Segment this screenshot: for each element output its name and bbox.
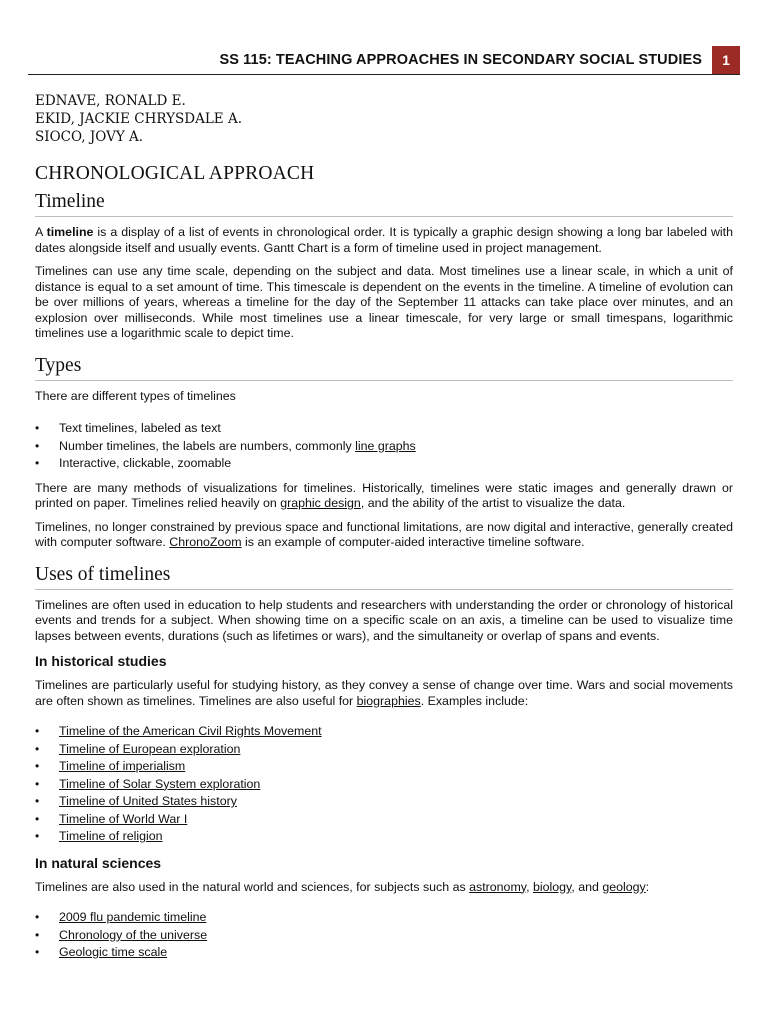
header-title: SS 115: TEACHING APPROACHES IN SECONDARY SOCIAL STUDIES — [219, 52, 702, 68]
page-number-badge: 1 — [712, 46, 740, 74]
link-geology[interactable]: geology — [602, 879, 646, 894]
author-name: EDNAVE, RONALD E. — [35, 93, 186, 109]
list-item — [35, 944, 733, 962]
link-timeline[interactable]: Timeline of World War I — [59, 811, 188, 826]
list-item — [35, 909, 733, 927]
document-body — [35, 92, 733, 962]
link-graphic-design[interactable]: graphic design — [280, 496, 361, 510]
list-item — [35, 741, 733, 759]
list-item — [35, 776, 733, 794]
link-timeline[interactable]: Timeline of religion — [59, 829, 163, 843]
link-timeline[interactable]: Timeline of United States history — [59, 794, 237, 808]
paragraph: There are different types of timelines — [35, 388, 236, 403]
link-flu-pandemic[interactable]: 2009 flu pandemic timeline — [59, 910, 207, 924]
link-chronology-universe[interactable]: Chronology of the universe — [59, 927, 208, 942]
bold-term: timeline — [46, 225, 94, 239]
paragraph: There are many methods of visualizations for timelines. Historically, timelines were static images and generally drawn or printed on paper. Timelines relied heavily on graphic design, and the ability of the artist to visualize the data. — [35, 480, 733, 510]
list-item: • Text timelines, labeled as text — [35, 420, 733, 438]
section-heading-types: Types — [35, 354, 733, 381]
paragraph: Timelines are particularly useful for studying history, as they convey a sense of change over time. Wars and social movements are often shown as timelines. Timelines are also useful for biographies. Examples include: — [35, 678, 733, 708]
list-item — [35, 828, 733, 846]
types-list — [35, 420, 733, 473]
author-name: EKID, JACKIE CHRYSDALE A. — [35, 111, 242, 127]
natural-links-list — [35, 909, 733, 962]
author-list — [35, 92, 733, 146]
subheading-historical: In historical studies — [35, 653, 167, 669]
link-timeline[interactable]: Timeline of Solar System exploration — [59, 776, 261, 791]
section-heading-timeline: Timeline — [35, 190, 733, 217]
list-item — [35, 811, 733, 829]
paragraph: Timelines, no longer constrained by previous space and functional limitations, are now digital and interactive, generally created with computer software. ChronoZoom is an example of computer-aided interactive timeline software. — [35, 519, 733, 549]
paragraph: Timelines are also used in the natural world and sciences, for subjects such as astronomy, biology, and geology: — [35, 879, 650, 894]
page-header — [28, 46, 740, 75]
paragraph: Timelines can use any time scale, depending on the subject and data. Most timelines use a linear scale, in which a unit of distance is equal to a set amount of time. This timescale is dependent on the events in the timeline. A timeline of evolution can be over millions of years, whereas a timeline for the day of the September 11 attacks can take place over minutes, and an explosion over milliseconds. While most timelines use a linear timescale, for very large or small timespans, logarithmic timelines use a logarithmic scale to depict time. — [35, 264, 733, 340]
paragraph: Timelines are often used in education to help students and researchers with understanding the order or chronology of historical events and trends for a subject. When showing time on a specific scale on an axis, a timeline can be used to visualize time lapses between events, durations (such as lifetimes or wars), and the simultaneity or overlap of spans and events. — [35, 597, 733, 643]
list-item — [35, 927, 733, 945]
list-item — [35, 723, 733, 741]
link-biographies[interactable]: biographies — [356, 693, 421, 708]
link-biology[interactable]: biology — [532, 879, 572, 894]
section-heading-uses: Uses of timelines — [35, 563, 733, 590]
link-line-graphs[interactable]: line graphs — [355, 438, 416, 453]
subheading-natural-sciences: In natural sciences — [35, 854, 162, 871]
historical-links-list — [35, 723, 733, 846]
list-item — [35, 758, 733, 776]
list-item — [35, 793, 733, 811]
link-astronomy[interactable]: astronomy — [469, 879, 527, 894]
author-name: SIOCO, JOVY A. — [35, 129, 144, 145]
paragraph: A timeline is a display of a list of events in chronological order. It is typically a graphic design showing a long bar labeled with dates alongside itself and usually events. Gantt Chart is a form of timeline used in project management. — [35, 225, 734, 255]
link-chronozoom[interactable]: ChronoZoom — [169, 535, 242, 549]
link-timeline[interactable]: Timeline of the American Civil Rights Movement — [59, 724, 322, 738]
list-item: • Number timelines, the labels are numbers, commonly line graphs — [35, 438, 733, 456]
link-timeline[interactable]: Timeline of European exploration — [59, 741, 241, 756]
link-geologic-time-scale[interactable]: Geologic time scale — [59, 945, 168, 959]
document-title: CHRONOLOGICAL APPROACH — [35, 163, 315, 184]
link-timeline[interactable]: Timeline of imperialism — [59, 759, 186, 773]
list-item: • Interactive, clickable, zoomable — [35, 455, 733, 473]
